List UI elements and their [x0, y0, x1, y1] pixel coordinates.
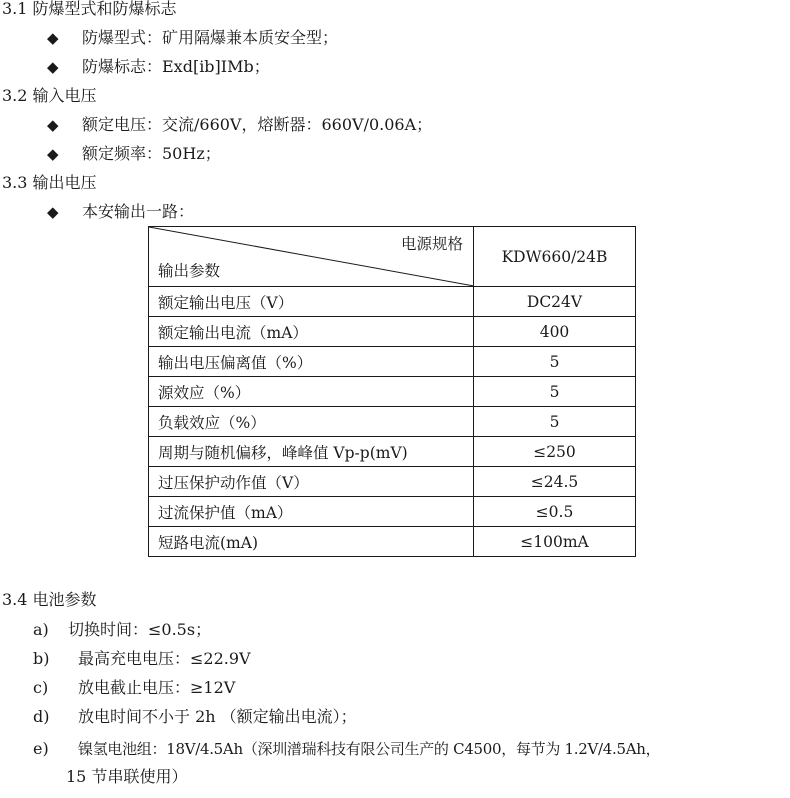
header-power-spec: 电源规格	[400, 235, 463, 253]
param-value: ≤250	[474, 437, 636, 467]
list-marker: b)	[33, 649, 50, 668]
header-output-params: 输出参数	[158, 262, 221, 280]
explosion-proof-mark: 防爆标志：Exd[ib]IMb；	[82, 57, 270, 76]
param-value: 5	[474, 407, 636, 437]
param-value: DC24V	[474, 287, 636, 317]
list-marker: d)	[33, 707, 50, 726]
nimh-battery-pack: 镍氢电池组：18V/4.5Ah（深圳潽瑞科技有限公司生产的 C4500，每节为 1.2V/4.5Ah，	[78, 740, 661, 758]
bullet-icon: ◆	[47, 145, 59, 163]
intrinsic-output-label: 本安输出一路：	[82, 202, 195, 221]
header-model: KDW660/24B	[474, 227, 636, 287]
section-3-4-heading: 3.4 电池参数	[2, 590, 97, 609]
section-3-3-heading: 3.3 输出电压	[2, 173, 97, 192]
param-value: 5	[474, 347, 636, 377]
param-name: 周期与随机偏移，峰峰值 Vp-p(mV)	[149, 437, 474, 467]
battery-continuation: 15 节串联使用）	[66, 767, 188, 786]
param-name: 负载效应（%）	[149, 407, 474, 437]
param-value: 5	[474, 377, 636, 407]
table-header-row	[149, 227, 636, 287]
rated-frequency: 额定频率：50Hz；	[82, 144, 221, 163]
table-row	[149, 497, 636, 527]
bullet-icon: ◆	[47, 29, 59, 47]
section-3-1-heading: 3.1 防爆型式和防爆标志	[2, 0, 177, 18]
table-row	[149, 287, 636, 317]
max-charge-voltage: 最高充电电压：≤22.9V	[78, 649, 251, 668]
table-row	[149, 347, 636, 377]
param-value: ≤0.5	[474, 497, 636, 527]
table-row	[149, 467, 636, 497]
param-name: 过压保护动作值（V）	[149, 467, 474, 497]
param-name: 额定输出电流（mA）	[149, 317, 474, 347]
diagonal-header-cell	[149, 227, 474, 287]
param-name: 过流保护值（mA）	[149, 497, 474, 527]
param-value: ≤24.5	[474, 467, 636, 497]
list-marker: c)	[33, 678, 49, 697]
bullet-icon: ◆	[47, 58, 59, 76]
table-row	[149, 437, 636, 467]
table-row	[149, 317, 636, 347]
param-name: 短路电流(mA)	[149, 527, 474, 557]
section-3-2-heading: 3.2 输入电压	[2, 86, 97, 105]
param-name: 源效应（%）	[149, 377, 474, 407]
switch-time: 切换时间：≤0.5s；	[68, 620, 212, 639]
list-marker: a)	[33, 620, 49, 639]
table-row	[149, 407, 636, 437]
param-name: 额定输出电压（V）	[149, 287, 474, 317]
bullet-icon: ◆	[47, 203, 59, 221]
param-value: ≤100mA	[474, 527, 636, 557]
output-parameters-table	[148, 226, 636, 557]
explosion-proof-type: 防爆型式：矿用隔爆兼本质安全型；	[82, 28, 339, 47]
param-name: 输出电压偏离值（%）	[149, 347, 474, 377]
table-row	[149, 527, 636, 557]
list-marker: e)	[33, 739, 49, 758]
rated-voltage: 额定电压：交流/660V，熔断器：660V/0.06A；	[82, 115, 433, 134]
bullet-icon: ◆	[47, 116, 59, 134]
discharge-cutoff-voltage: 放电截止电压：≥12V	[78, 678, 236, 697]
param-value: 400	[474, 317, 636, 347]
table-row	[149, 377, 636, 407]
discharge-time: 放电时间不小于 2h （额定输出电流）；	[78, 707, 357, 726]
